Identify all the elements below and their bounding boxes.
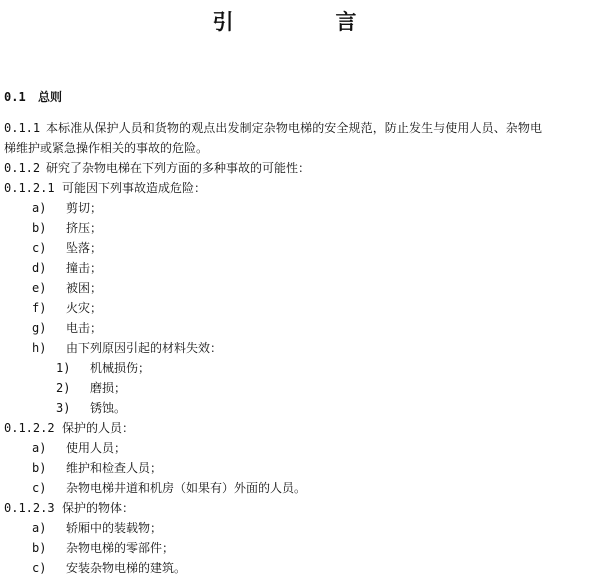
section-number-0-1-2: 0.1.2 bbox=[4, 161, 41, 175]
list-item-text: 由下列原因引起的材料失效： bbox=[66, 341, 223, 355]
list-item-label: b) bbox=[32, 221, 47, 235]
list-item-label: a) bbox=[32, 201, 47, 215]
section-number-0-1: 0.1 bbox=[4, 90, 26, 104]
sub-list-item-label: 1) bbox=[56, 361, 71, 375]
list-item-label: a) bbox=[32, 441, 47, 455]
paragraph-0-1-1-line-2: 梯维护或紧急操作相关的事故的危险。 bbox=[4, 141, 209, 155]
list-item-text: 坠落； bbox=[66, 241, 103, 255]
list-item-label: h) bbox=[32, 341, 47, 355]
list-item-text: 火灾； bbox=[66, 301, 103, 315]
list-item-label: d) bbox=[32, 261, 47, 275]
list-item-label: b) bbox=[32, 541, 47, 555]
list-item-text: 安装杂物电梯的建筑。 bbox=[66, 561, 187, 575]
list-item-text: 撞击； bbox=[66, 261, 103, 275]
list-item-text: 挤压； bbox=[66, 221, 103, 235]
list-item-text: 轿厢中的装载物； bbox=[66, 521, 163, 535]
list-item-label: e) bbox=[32, 281, 47, 295]
sub-list-item-text: 机械损伤； bbox=[90, 361, 151, 375]
paragraph-0-1-1-line-1: 本标准从保护人员和货物的观点出发制定杂物电梯的安全规范，防止发生与使用人员、杂物电 bbox=[46, 121, 543, 135]
section-number-0-1-2-1: 0.1.2.1 bbox=[4, 181, 55, 195]
list-item-text: 杂物电梯井道和机房（如果有）外面的人员。 bbox=[66, 481, 307, 495]
paragraph-0-1-2: 研究了杂物电梯在下列方面的多种事故的可能性： bbox=[46, 161, 311, 175]
section-number-0-1-2-3: 0.1.2.3 bbox=[4, 501, 55, 515]
list-item-text: 电击； bbox=[66, 321, 103, 335]
list-item-label: f) bbox=[32, 301, 47, 315]
sub-list-item-text: 磨损； bbox=[90, 381, 127, 395]
section-number-0-1-1: 0.1.1 bbox=[4, 121, 41, 135]
paragraph-0-1-2-2: 保护的人员： bbox=[62, 421, 135, 435]
list-item-text: 杂物电梯的零部件； bbox=[66, 541, 175, 555]
list-item-label: b) bbox=[32, 461, 47, 475]
list-item-label: a) bbox=[32, 521, 47, 535]
sub-list-item-label: 3) bbox=[56, 401, 71, 415]
list-item-label: c) bbox=[32, 561, 47, 575]
sub-list-item-text: 锈蚀。 bbox=[90, 401, 127, 415]
list-item-label: g) bbox=[32, 321, 47, 335]
list-item-text: 维护和检查人员； bbox=[66, 461, 163, 475]
list-item-text: 使用人员； bbox=[66, 441, 127, 455]
list-item-text: 被困； bbox=[66, 281, 103, 295]
section-number-0-1-2-2: 0.1.2.2 bbox=[4, 421, 55, 435]
paragraph-0-1-2-3: 保护的物体： bbox=[62, 501, 135, 515]
sub-list-item-label: 2) bbox=[56, 381, 71, 395]
list-item-label: c) bbox=[32, 481, 47, 495]
paragraph-0-1-2-1: 可能因下列事故造成危险： bbox=[62, 181, 207, 195]
section-heading-general: 总则 bbox=[38, 90, 63, 104]
list-item-text: 剪切； bbox=[66, 201, 103, 215]
page-title: 引 言 bbox=[212, 10, 377, 34]
list-item-label: c) bbox=[32, 241, 47, 255]
